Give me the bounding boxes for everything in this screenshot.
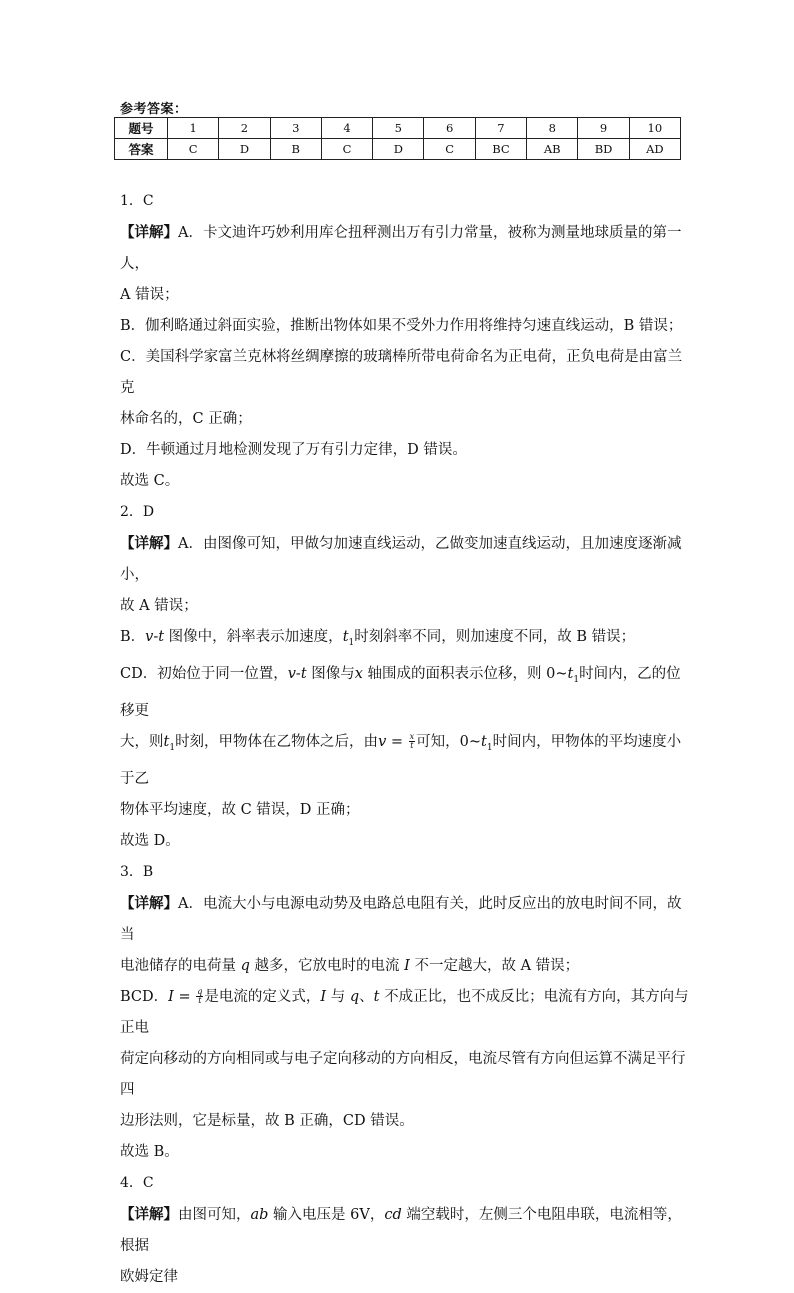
row-label-question-number: 题号 [115,118,168,139]
q2-b-prefix: B． [120,629,146,645]
q2-paragraph-a [120,528,690,591]
q1-text-c1: C．美国科学家富兰克林将丝绸摩擦的玻璃棒所带电荷命名为正电荷，正负电荷是由富兰克 [120,349,683,396]
q2-cd2-mid: 时刻，甲物体在乙物体之后，由 [175,733,379,750]
q3-text-a1: A．电流大小与电源电动势及电路总电阻有关，此时反应出的放电时间不同，故当 [120,895,682,943]
q3-paragraph-a [120,888,690,951]
q2-text-b [120,622,690,659]
q4-text-ab: ab [250,1206,269,1223]
q1-text-a1: A．卡文迪许巧妙利用库仑扭秤测出万有引力常量，被称为测量地球质量的第一人， [120,225,682,272]
q2-cd-x: x [354,665,363,682]
question-number-cell: 10 [629,118,680,139]
q1-conclusion: 故选 C。 [120,473,180,489]
q3-bcd-t: t [373,988,380,1005]
q2-text-a2: 故 A 错误； [120,598,198,614]
answer-row [115,139,681,160]
q3-text-bcd2: 荷定向移动的方向相同或与电子定向移动的方向相反，电流尽管有方向但运算不满足平行四 [120,1050,686,1098]
answer-cell: AB [527,139,578,160]
q2-b-sub: 1 [348,637,355,648]
q2-text-cd1 [120,659,690,727]
q3-formula-fraction [196,988,203,1005]
q3-fraction-denominator: t [198,996,202,1006]
q3-text-bcd1 [120,982,690,1044]
q2-cd-prefix: CD．初始位于同一位置， [120,665,288,682]
q2-cd2-mid2: 可知，0~ [416,733,482,750]
q3-bcd-mid3: 、 [359,988,374,1005]
question-number-cell: 2 [219,118,270,139]
q3-bcd-mid2: 与 [326,988,350,1005]
q3-text-a2 [120,951,690,982]
q3-bcd-mid: 是电流的定义式， [204,988,321,1005]
q3-a2-q: q [240,957,250,974]
q2-cd-mid2: 轴围成的面积表示位移，则 0~ [362,665,568,682]
answer-cell: C [424,139,475,160]
q2-formula-v: v [378,733,387,750]
q2-text-a1: A．由图像可知，甲做匀加速直线运动，乙做变加速直线运动，且加速度逐渐减小， [120,536,682,583]
q4-text-post: 端空载时，左侧三个电阻串联，电流相等，根据 [120,1206,682,1254]
question-number-cell: 7 [475,118,526,139]
q2-cd-sub: 1 [573,674,580,685]
q2-cd2-prefix: 大，则 [120,733,164,750]
q2-cd-post: 时间内，乙的位移更 [120,665,681,719]
q4-text-b: 欧姆定律 [120,1268,178,1285]
question-number-cell: 6 [424,118,475,139]
answer-table [114,117,681,160]
q1-detail-tag: 【详解】 [120,224,178,241]
q3-formula-eq: = [173,988,196,1005]
q3-bcd-prefix: BCD． [120,988,169,1005]
q3-a2-i: I [404,957,410,974]
q3-answer-line: 3．B [120,863,154,880]
question-number-cell: 5 [373,118,424,139]
q3-fraction-numerator: q [197,987,203,997]
row-label-answer: 答案 [115,139,168,160]
question-number-cell: 1 [168,118,219,139]
q2-fraction-denominator: t [410,741,414,751]
q2-detail-tag: 【详解】 [120,535,178,552]
question-number-row [115,118,681,139]
answer-cell: AD [629,139,680,160]
q3-detail-tag: 【详解】 [120,894,178,912]
q3-bcd-q: q [349,988,360,1005]
answer-cell: BD [578,139,629,160]
q3-a2-mid: 越多，它放电时的电流 [249,957,405,974]
answer-cell: C [321,139,372,160]
q3-conclusion: 故选 B。 [120,1143,179,1160]
answer-cell: D [373,139,424,160]
q3-text-bcd3: 边形法则，它是标量，故 B 正确，CD 错误。 [120,1112,414,1129]
q2-cd2-t2: t [481,733,487,750]
q1-text-d: D．牛顿通过月地检测发现了万有引力定律，D 错误。 [120,442,467,458]
q1-text-b: B．伽利略通过斜面实验，推断出物体如果不受外力作用将维持匀速直线运动，B 错误； [120,318,683,334]
question-number-cell: 4 [321,118,372,139]
q2-formula-eq: = [386,733,408,750]
q3-formula-i: I [168,988,174,1005]
q3-bcd-post: 不成正比，也不成反比；电流有方向，其方向与正电 [120,988,689,1036]
q1-text-a2: A 错误； [120,287,179,303]
q4-paragraph-a [120,1199,690,1262]
answer-cell: C [168,139,219,160]
q2-b-post: 时刻斜率不同，则加速度不同，故 B 错误； [354,629,636,645]
q2-cd-mid1: 图像与 [306,665,355,682]
q2-fraction-numerator: x [409,732,415,742]
q4-detail-tag: 【详解】 [120,1205,178,1223]
q2-text-cd3: 物体平均速度，故 C 错误，D 正确； [120,801,360,818]
q2-b-mid: 图像中，斜率表示加速度， [164,629,343,645]
q2-answer-line: 2．D [120,504,155,520]
q2-cd2-post: 时间内，甲物体的平均速度小于乙 [120,733,682,787]
q2-cd2-t: t [163,733,170,750]
explanations [120,186,690,1293]
q2-cd2-sub: 1 [169,742,176,753]
q4-text-cd: cd [384,1206,402,1223]
q3-a2-prefix: 电池储存的电荷量 [120,957,241,974]
q2-b-vt: v-t [145,629,165,645]
question-number-cell: 8 [527,118,578,139]
q4-answer-line: 4．C [120,1174,154,1191]
q2-cd-t: t [567,665,574,682]
q1-text-c2: 林命名的，C 正确； [120,411,252,427]
q2-cd-vt: v-t [287,665,307,682]
reference-answers-title: 参考答案： [120,102,188,117]
q2-conclusion: 故选 D。 [120,832,180,849]
q3-a2-post: 不一定越大，故 A 错误； [409,957,580,974]
q3-bcd-i: I [320,988,327,1005]
q2-b-t: t [342,629,349,645]
answer-cell: BC [475,139,526,160]
q1-paragraph-a [120,217,690,280]
answer-cell: B [270,139,321,160]
q4-text-prefix: 由图可知， [178,1206,251,1223]
q2-cd2-sub2: 1 [486,742,493,753]
q1-answer-line: 1．C [120,193,154,209]
q2-text-cd2 [120,727,690,795]
question-number-cell: 3 [270,118,321,139]
q4-text-mid: 输入电压是 6V， [268,1206,385,1223]
q2-formula-fraction [409,733,416,750]
answer-cell: D [219,139,270,160]
question-number-cell: 9 [578,118,629,139]
